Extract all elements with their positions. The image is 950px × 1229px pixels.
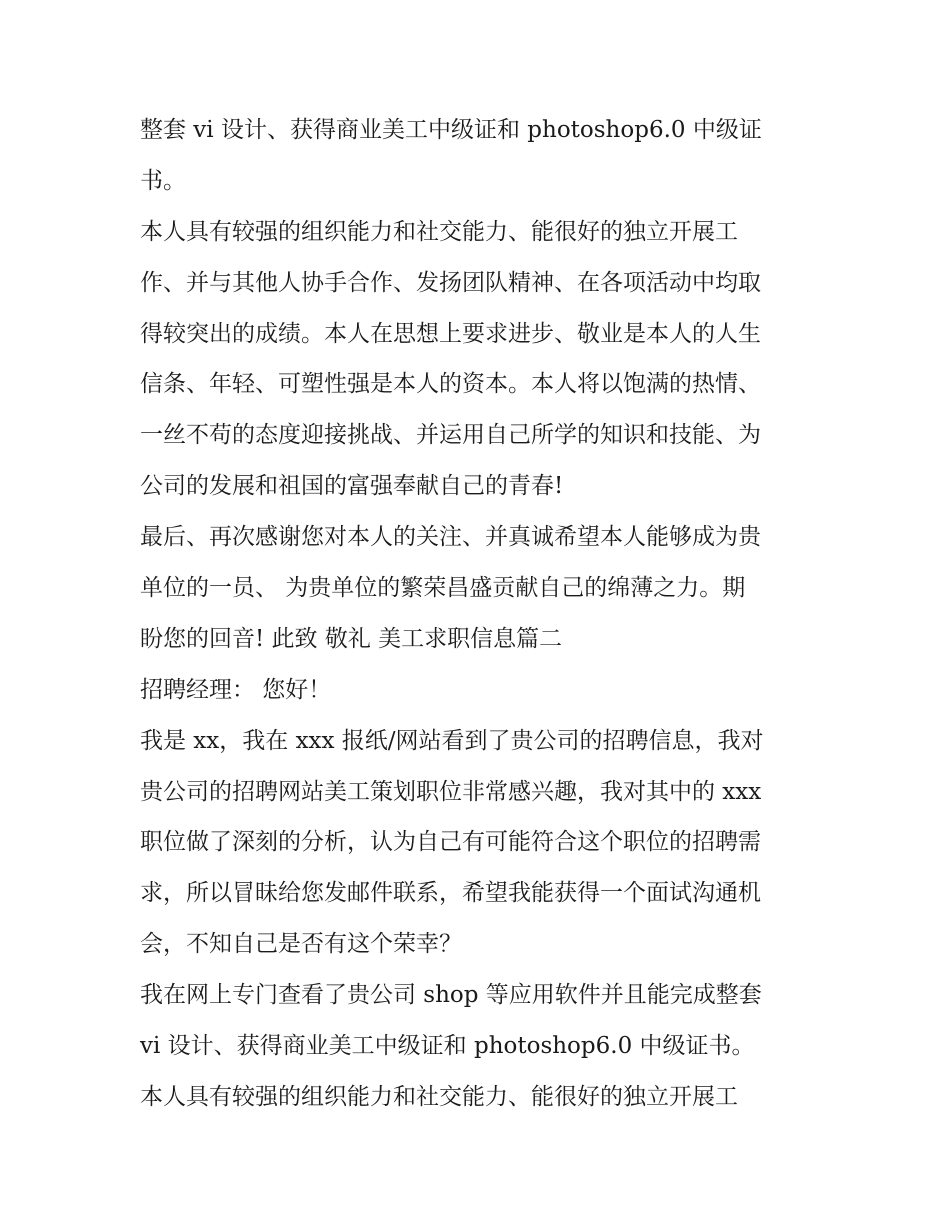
text-line: 职位做了深刻的分析，认为自己有可能符合这个职位的招聘需 xyxy=(140,829,761,856)
text-line: vi 设计、获得商业美工中级证和 photoshop6.0 中级证书。 xyxy=(140,1033,755,1060)
text-line: 本人具有较强的组织能力和社交能力、能很好的独立开展工 xyxy=(140,218,738,245)
text-line: 招聘经理： 您好！ xyxy=(140,676,332,703)
text-line: 我在网上专门查看了贵公司 shop 等应用软件并且能完成整套 xyxy=(140,982,762,1009)
body-text xyxy=(140,105,820,1123)
text-line: 求，所以冒昧给您发邮件联系，希望我能获得一个面试沟通机 xyxy=(140,880,761,907)
text-line: 会，不知自己是否有这个荣幸？ xyxy=(140,931,462,958)
text-line: 贵公司的招聘网站美工策划职位非常感兴趣，我对其中的 xxx xyxy=(140,778,762,805)
text-line: 公司的发展和祖国的富强奉献自己的青春! xyxy=(140,473,564,500)
text-line: 本人具有较强的组织能力和社交能力、能很好的独立开展工 xyxy=(140,1083,738,1110)
text-line: 一丝不苟的态度迎接挑战、并运用自己所学的知识和技能、为 xyxy=(140,422,761,449)
text-line: 整套 vi 设计、获得商业美工中级证和 photoshop6.0 中级证 xyxy=(140,117,762,143)
text-line: 最后、再次感谢您对本人的关注、并真诚希望本人能够成为贵 xyxy=(140,524,761,551)
text-line: 单位的一员、 为贵单位的繁荣昌盛贡献自己的绵薄之力。期 xyxy=(140,575,746,602)
text-line: 书。 xyxy=(140,167,186,194)
text-line: 信条、年轻、可塑性强是本人的资本。本人将以饱满的热情、 xyxy=(140,371,761,398)
text-line: 作、并与其他人协手合作、发扬团队精神、在各项活动中均取 xyxy=(140,269,761,296)
text-line: 盼您的回音! 此致 敬礼 美工求职信息篇二 xyxy=(140,625,563,652)
text-line: 得较突出的成绩。本人在思想上要求进步、敬业是本人的人生 xyxy=(140,320,761,347)
text-line: 我是 xx，我在 xxx 报纸/网站看到了贵公司的招聘信息，我对 xyxy=(140,727,764,754)
